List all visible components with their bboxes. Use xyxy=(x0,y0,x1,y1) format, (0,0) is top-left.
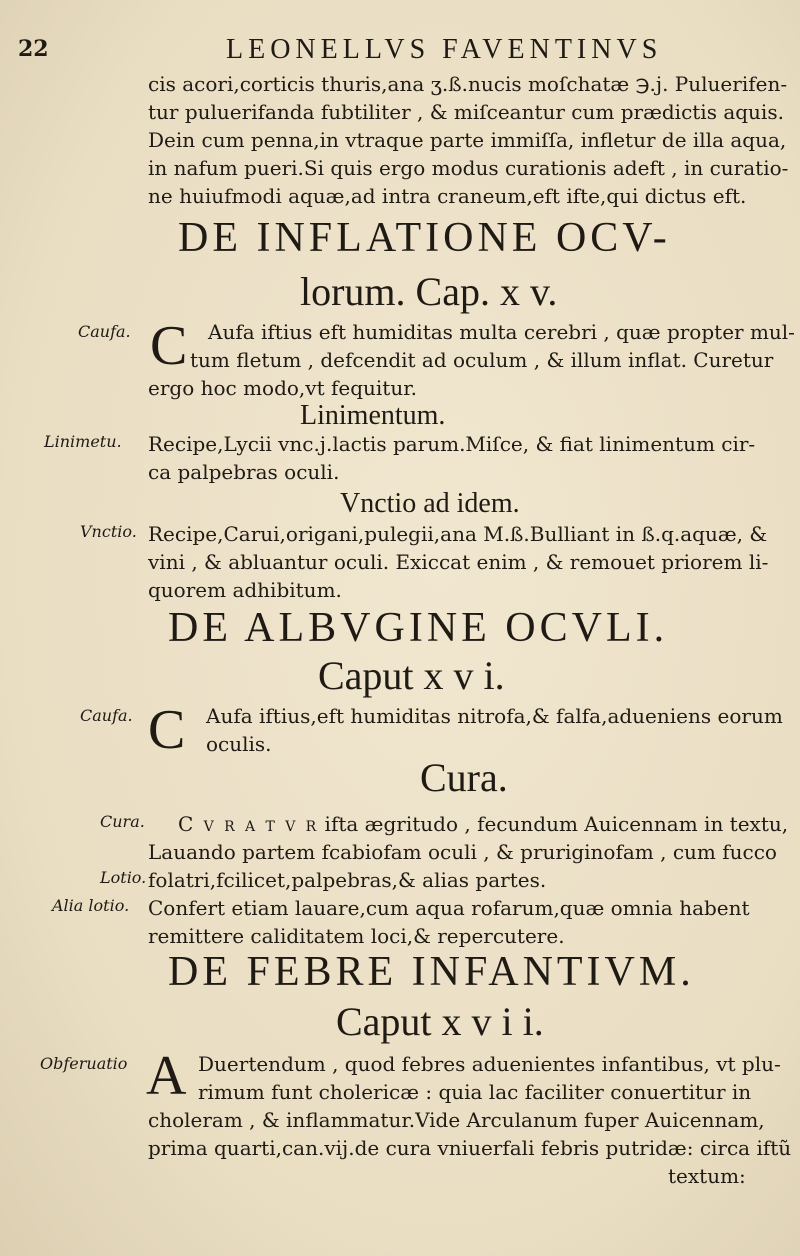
initial-letter: C xyxy=(150,315,188,377)
text-line: ca palpebras oculi. xyxy=(148,460,340,484)
page-number: 22 xyxy=(18,36,49,62)
text-line: tur puluerifanda fubtiliter , & miſceantur cum prædictis aquis. xyxy=(148,100,784,124)
text-line: remittere caliditatem loci,& repercutere. xyxy=(148,924,565,948)
chapter-heading: DE FEBRE INFANTIVM. xyxy=(168,949,695,995)
text-line: folatri,fcilicet,palpebras,& alias partes. xyxy=(148,868,547,892)
text-line: cis acori,corticis thuris,ana ʒ.ß.nucis moſchatæ ℈.j. Puluerifen- xyxy=(148,72,788,96)
margin-note-causa: Caufa. xyxy=(78,322,131,341)
cura-lead-word: C v r a t v r xyxy=(178,812,319,836)
text-line: ergo hoc modo,vt fequitur. xyxy=(148,376,417,400)
text-line: prima quarti,can.vij.de cura vniuerfali febris putridæ: circa iftũ xyxy=(148,1136,792,1160)
text-line: choleram , & inflammatur.Vide Arculanum fuper Auicennam, xyxy=(148,1108,765,1132)
initial-letter: C xyxy=(148,699,186,761)
text-line: Lauando partem fcabiofam oculi , & pruriginofam , cum fucco xyxy=(148,840,777,864)
chapter-subheading: Caput x v i i. xyxy=(336,999,544,1044)
text-line xyxy=(178,812,788,836)
chapter-subheading: lorum. Cap. x v. xyxy=(300,269,558,314)
text-fragment: ifta ægritudo , fecundum Auicennam in textu, xyxy=(318,812,789,836)
text-line: Dein cum penna,in vtraque parte immiſſa, infletur de illa aqua, xyxy=(148,128,787,152)
margin-note-vnctio: Vnctio. xyxy=(80,522,137,541)
text-line: Recipe,Carui,origani,pulegii,ana M.ß.Bulliant in ß.q.aquæ, & xyxy=(148,522,768,546)
text-line: vini , & abluantur oculi. Exiccat enim , & remouet priorem li- xyxy=(148,550,769,574)
subheading: Vnctio ad idem. xyxy=(340,488,520,519)
margin-note-alia-lotio: Alia lotio. xyxy=(52,896,130,915)
text-line: Aufa iftius,eft humiditas nitrofa,& falfa,adueniens eorum xyxy=(206,704,783,728)
margin-note-lotio: Lotio. xyxy=(100,868,147,887)
chapter-heading: DE ALBVGINE OCVLI. xyxy=(168,605,669,651)
margin-note-obseruatio: Obferuatio xyxy=(40,1054,128,1073)
margin-note-causa: Caufa. xyxy=(80,706,133,725)
initial-letter: A xyxy=(146,1045,187,1107)
catchword: textum: xyxy=(668,1164,746,1188)
text-line: ne huiufmodi aquæ,ad intra craneum,eft ifte,qui dictus eft. xyxy=(148,184,747,208)
running-title: LEONELLVS FAVENTINVS xyxy=(226,34,663,65)
text-line: Aufa iftius eft humiditas multa cerebri , quæ propter mul- xyxy=(208,320,795,344)
text-line: Duertendum , quod febres aduenientes infantibus, vt plu- xyxy=(198,1052,781,1076)
text-line: rimum funt cholericæ : quia lac faciliter conuertitur in xyxy=(198,1080,752,1104)
chapter-subheading: Caput x v i. xyxy=(318,653,505,698)
margin-note-cura: Cura. xyxy=(100,812,145,831)
text-line: Recipe,Lycii vnc.j.lactis parum.Miſce, & fiat linimentum cir- xyxy=(148,432,756,456)
subheading: Cura. xyxy=(420,755,508,800)
subheading: Linimentum. xyxy=(300,400,446,431)
margin-note-linimentum: Linimetu. xyxy=(44,432,122,451)
chapter-heading: DE INFLATIONE OCV- xyxy=(178,215,671,261)
text-line: tum fletum , defcendit ad oculum , & illum inflat. Curetur xyxy=(190,348,774,372)
text-line: oculis. xyxy=(206,732,272,756)
text-line: in nafum pueri.Si quis ergo modus curationis adeft , in curatio- xyxy=(148,156,789,180)
text-line: quorem adhibitum. xyxy=(148,578,342,602)
text-line: Confert etiam lauare,cum aqua rofarum,quæ omnia habent xyxy=(148,896,750,920)
